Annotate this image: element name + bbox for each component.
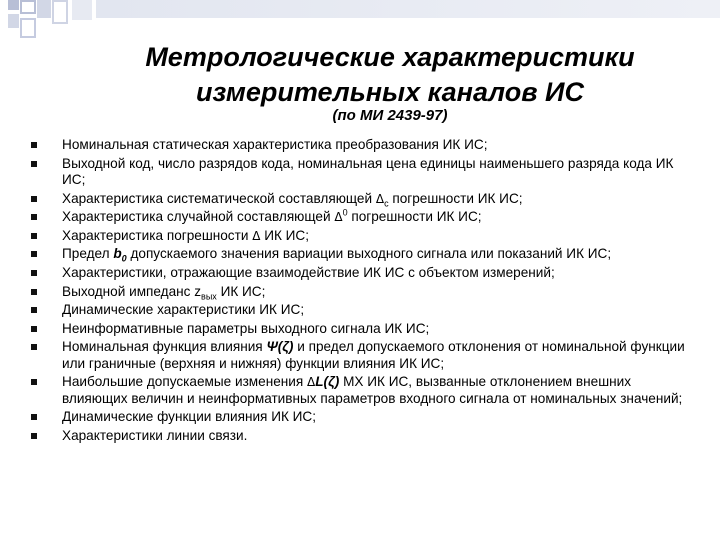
item-text-post: допускаемого значения вариации выходного сигнала или показаний ИК ИС;	[126, 246, 612, 262]
list-item	[0, 374, 720, 407]
delta-symbol: Δ	[375, 191, 385, 206]
item-text-post: ИК ИС;	[216, 283, 266, 299]
title-line-1: Метрологические характеристики	[145, 42, 635, 72]
square-bullet-icon	[31, 214, 37, 220]
characteristics-list	[0, 137, 720, 447]
list-item	[0, 284, 720, 300]
item-text-pre: Наибольшие допускаемые изменения	[62, 374, 308, 390]
symbol-subscript: с	[384, 198, 389, 209]
list-item	[0, 228, 720, 244]
list-item	[0, 339, 720, 372]
decor-square	[20, 0, 36, 14]
list-item	[0, 246, 720, 265]
symbol-superscript: 0	[342, 207, 348, 218]
title-line-2: измерительных каналов ИС	[196, 77, 584, 107]
item-text-post: и предел допускаемого отклонения от номинальной функции или граничные (верхняя и нижняя) функции влияния ИК ИС;	[62, 339, 685, 371]
square-bullet-icon	[31, 161, 37, 167]
square-bullet-icon	[31, 233, 37, 239]
list-item	[0, 302, 720, 318]
item-text-pre: Характеристика погрешности	[62, 227, 253, 243]
page-title	[60, 40, 720, 110]
square-bullet-icon	[31, 433, 37, 439]
delta-symbol: Δ	[252, 228, 261, 243]
square-bullet-icon	[31, 414, 37, 420]
b-symbol: b	[113, 246, 122, 262]
item-text-pre: Номинальная функция влияния	[62, 339, 267, 355]
square-bullet-icon	[31, 307, 37, 313]
square-bullet-icon	[31, 326, 37, 332]
decor-square	[52, 0, 68, 24]
list-item	[0, 428, 720, 444]
item-text-pre: Выходной импеданс z	[62, 283, 202, 299]
list-item	[0, 265, 720, 281]
item-text-post: погрешности ИК ИС;	[388, 190, 523, 206]
decor-square	[8, 14, 19, 28]
delta-symbol: Δ	[307, 375, 316, 390]
list-item	[0, 209, 720, 225]
list-item	[0, 137, 720, 153]
square-bullet-icon	[31, 270, 37, 276]
list-item	[0, 321, 720, 337]
list-item	[0, 409, 720, 425]
decor-square	[8, 0, 19, 10]
decor-bar	[96, 0, 720, 18]
item-text: Выходной код, число разрядов кода, номинальная цена единицы наименьшего разряда кода ИК ИС;	[62, 155, 674, 187]
item-text: Неинформативные параметры выходного сигнала ИК ИС;	[62, 320, 430, 336]
square-bullet-icon	[31, 289, 37, 295]
item-text-post: погрешности ИК ИС;	[347, 209, 482, 225]
l-symbol: L(ζ)	[315, 374, 340, 390]
item-text: Номинальная статическая характеристика преобразования ИК ИС;	[62, 137, 488, 152]
decor-square	[37, 0, 51, 18]
decor-square	[72, 0, 92, 20]
item-text-pre: Предел	[62, 246, 114, 262]
item-text-post: ИК ИС;	[260, 227, 310, 243]
item-text-pre: Характеристика систематической составляющей	[62, 190, 376, 206]
item-text: Характеристики линии связи.	[62, 427, 248, 443]
square-bullet-icon	[31, 196, 37, 202]
item-text: Характеристики, отражающие взаимодействие ИК ИС с объектом измерений;	[62, 264, 555, 280]
square-bullet-icon	[31, 142, 37, 148]
decorative-header-squares	[0, 0, 720, 40]
square-bullet-icon	[31, 251, 37, 257]
item-text: Динамические характеристики ИК ИС;	[62, 302, 305, 318]
item-text-pre: Характеристика случайной составляющей	[62, 209, 335, 225]
page-subtitle: (по МИ 2439-97)	[332, 107, 448, 124]
square-bullet-icon	[31, 344, 37, 350]
decor-square	[20, 18, 36, 38]
list-item	[0, 191, 720, 207]
delta-symbol: Δ	[334, 210, 343, 225]
square-bullet-icon	[31, 379, 37, 385]
psi-symbol: Ψ(ζ)	[266, 339, 294, 355]
item-text-post: МХ ИК ИС, вызванные отклонением внешних влияющих величин и неинформативных параметров входного сигнала от номинальных значений;	[62, 374, 683, 406]
item-text: Динамические функции влияния ИК ИС;	[62, 409, 317, 425]
symbol-subscript: 0	[121, 254, 127, 265]
symbol-subscript: вых	[201, 291, 217, 302]
list-item	[0, 156, 720, 189]
